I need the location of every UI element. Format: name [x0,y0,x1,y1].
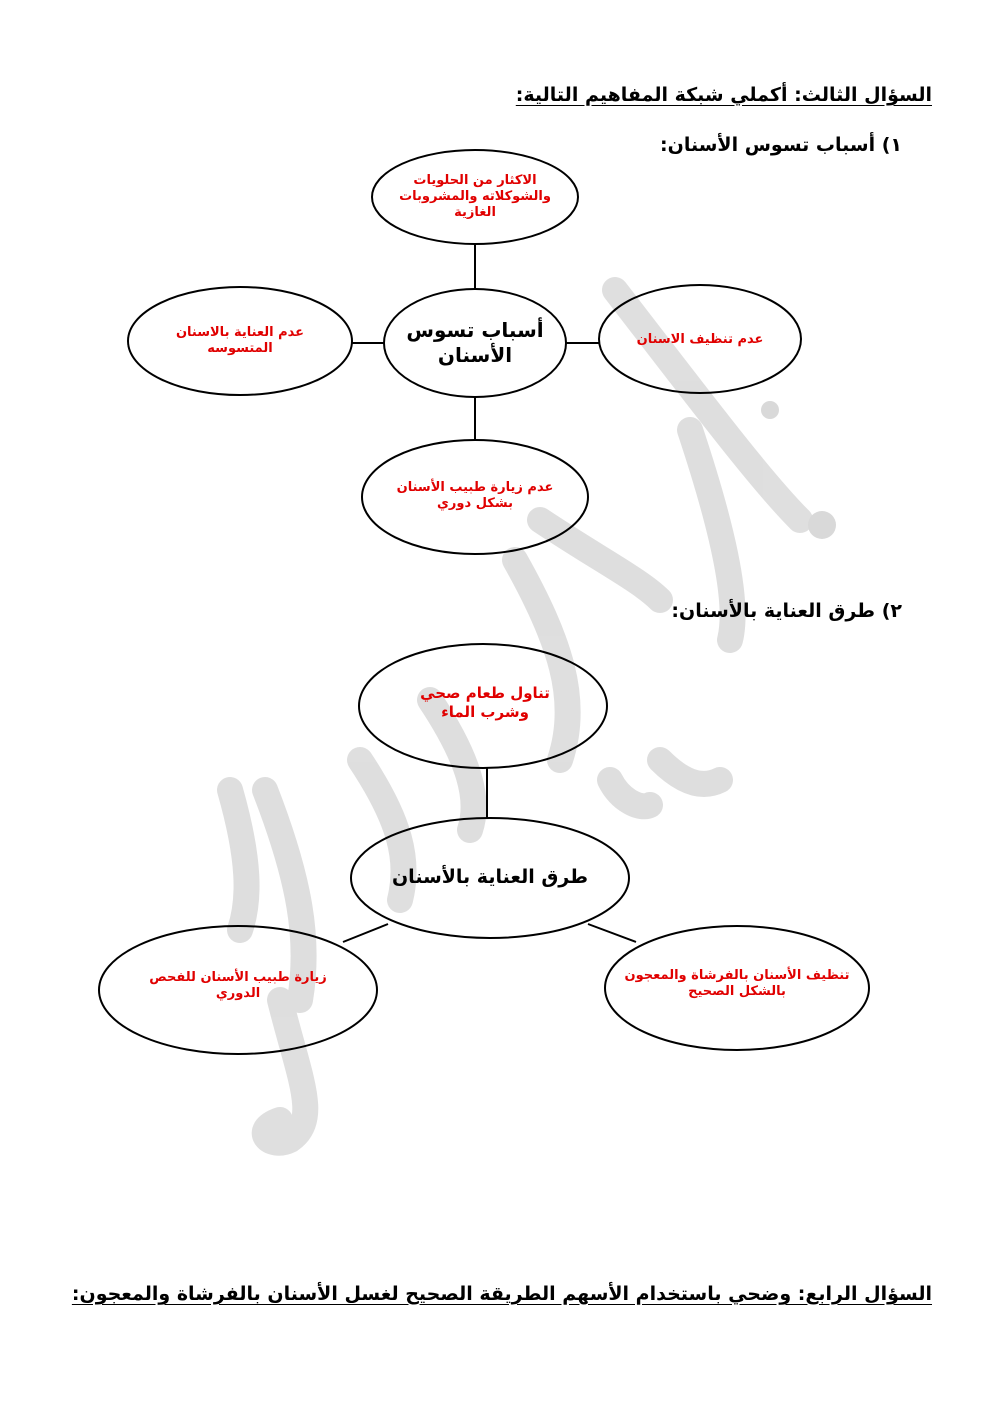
map-1-node-left-label: عدم العناية بالاسنان المتسوسه [175,324,305,356]
map-2-heading: ٢) طرق العناية بالأسنان: [671,600,902,622]
map-2-connector-right [588,924,636,942]
map-2-center-label: طرق العناية بالأسنان [391,866,589,889]
map-1-node-right-label: عدم تنظيف الاسنان [636,331,764,347]
map-2-node-left-label: زيارة طبيب الأسنان للفحص الدوري [149,969,327,1001]
map-2-node-right-label: تنظيف الأسنان بالفرشاة والمعجون بالشكل الصحيح [624,967,850,999]
map-1-center-label: أسباب تسوس الأسنان [406,318,544,367]
question-3-title: السؤال الثالث: أكملي شبكة المفاهيم التالية: [515,84,932,106]
map-2-node-top-label: تناول طعام صحي وشرب الماء [420,684,550,721]
question-4-title: السؤال الرابع: وضحي باستخدام الأسهم الطريقة الصحيح لغسل الأسنان بالفرشاة والمعجون: [71,1283,932,1305]
map-1-heading: ١) أسباب تسوس الأسنان: [660,134,902,156]
map-1-node-bottom-label: عدم زيارة طبيب الأسنان بشكل دوري [396,479,554,511]
map-2-connector-left [343,924,388,942]
map-1-node-top-label: الاكثار من الحلويات والشوكلاته والمشروبات الغازية [399,172,551,221]
